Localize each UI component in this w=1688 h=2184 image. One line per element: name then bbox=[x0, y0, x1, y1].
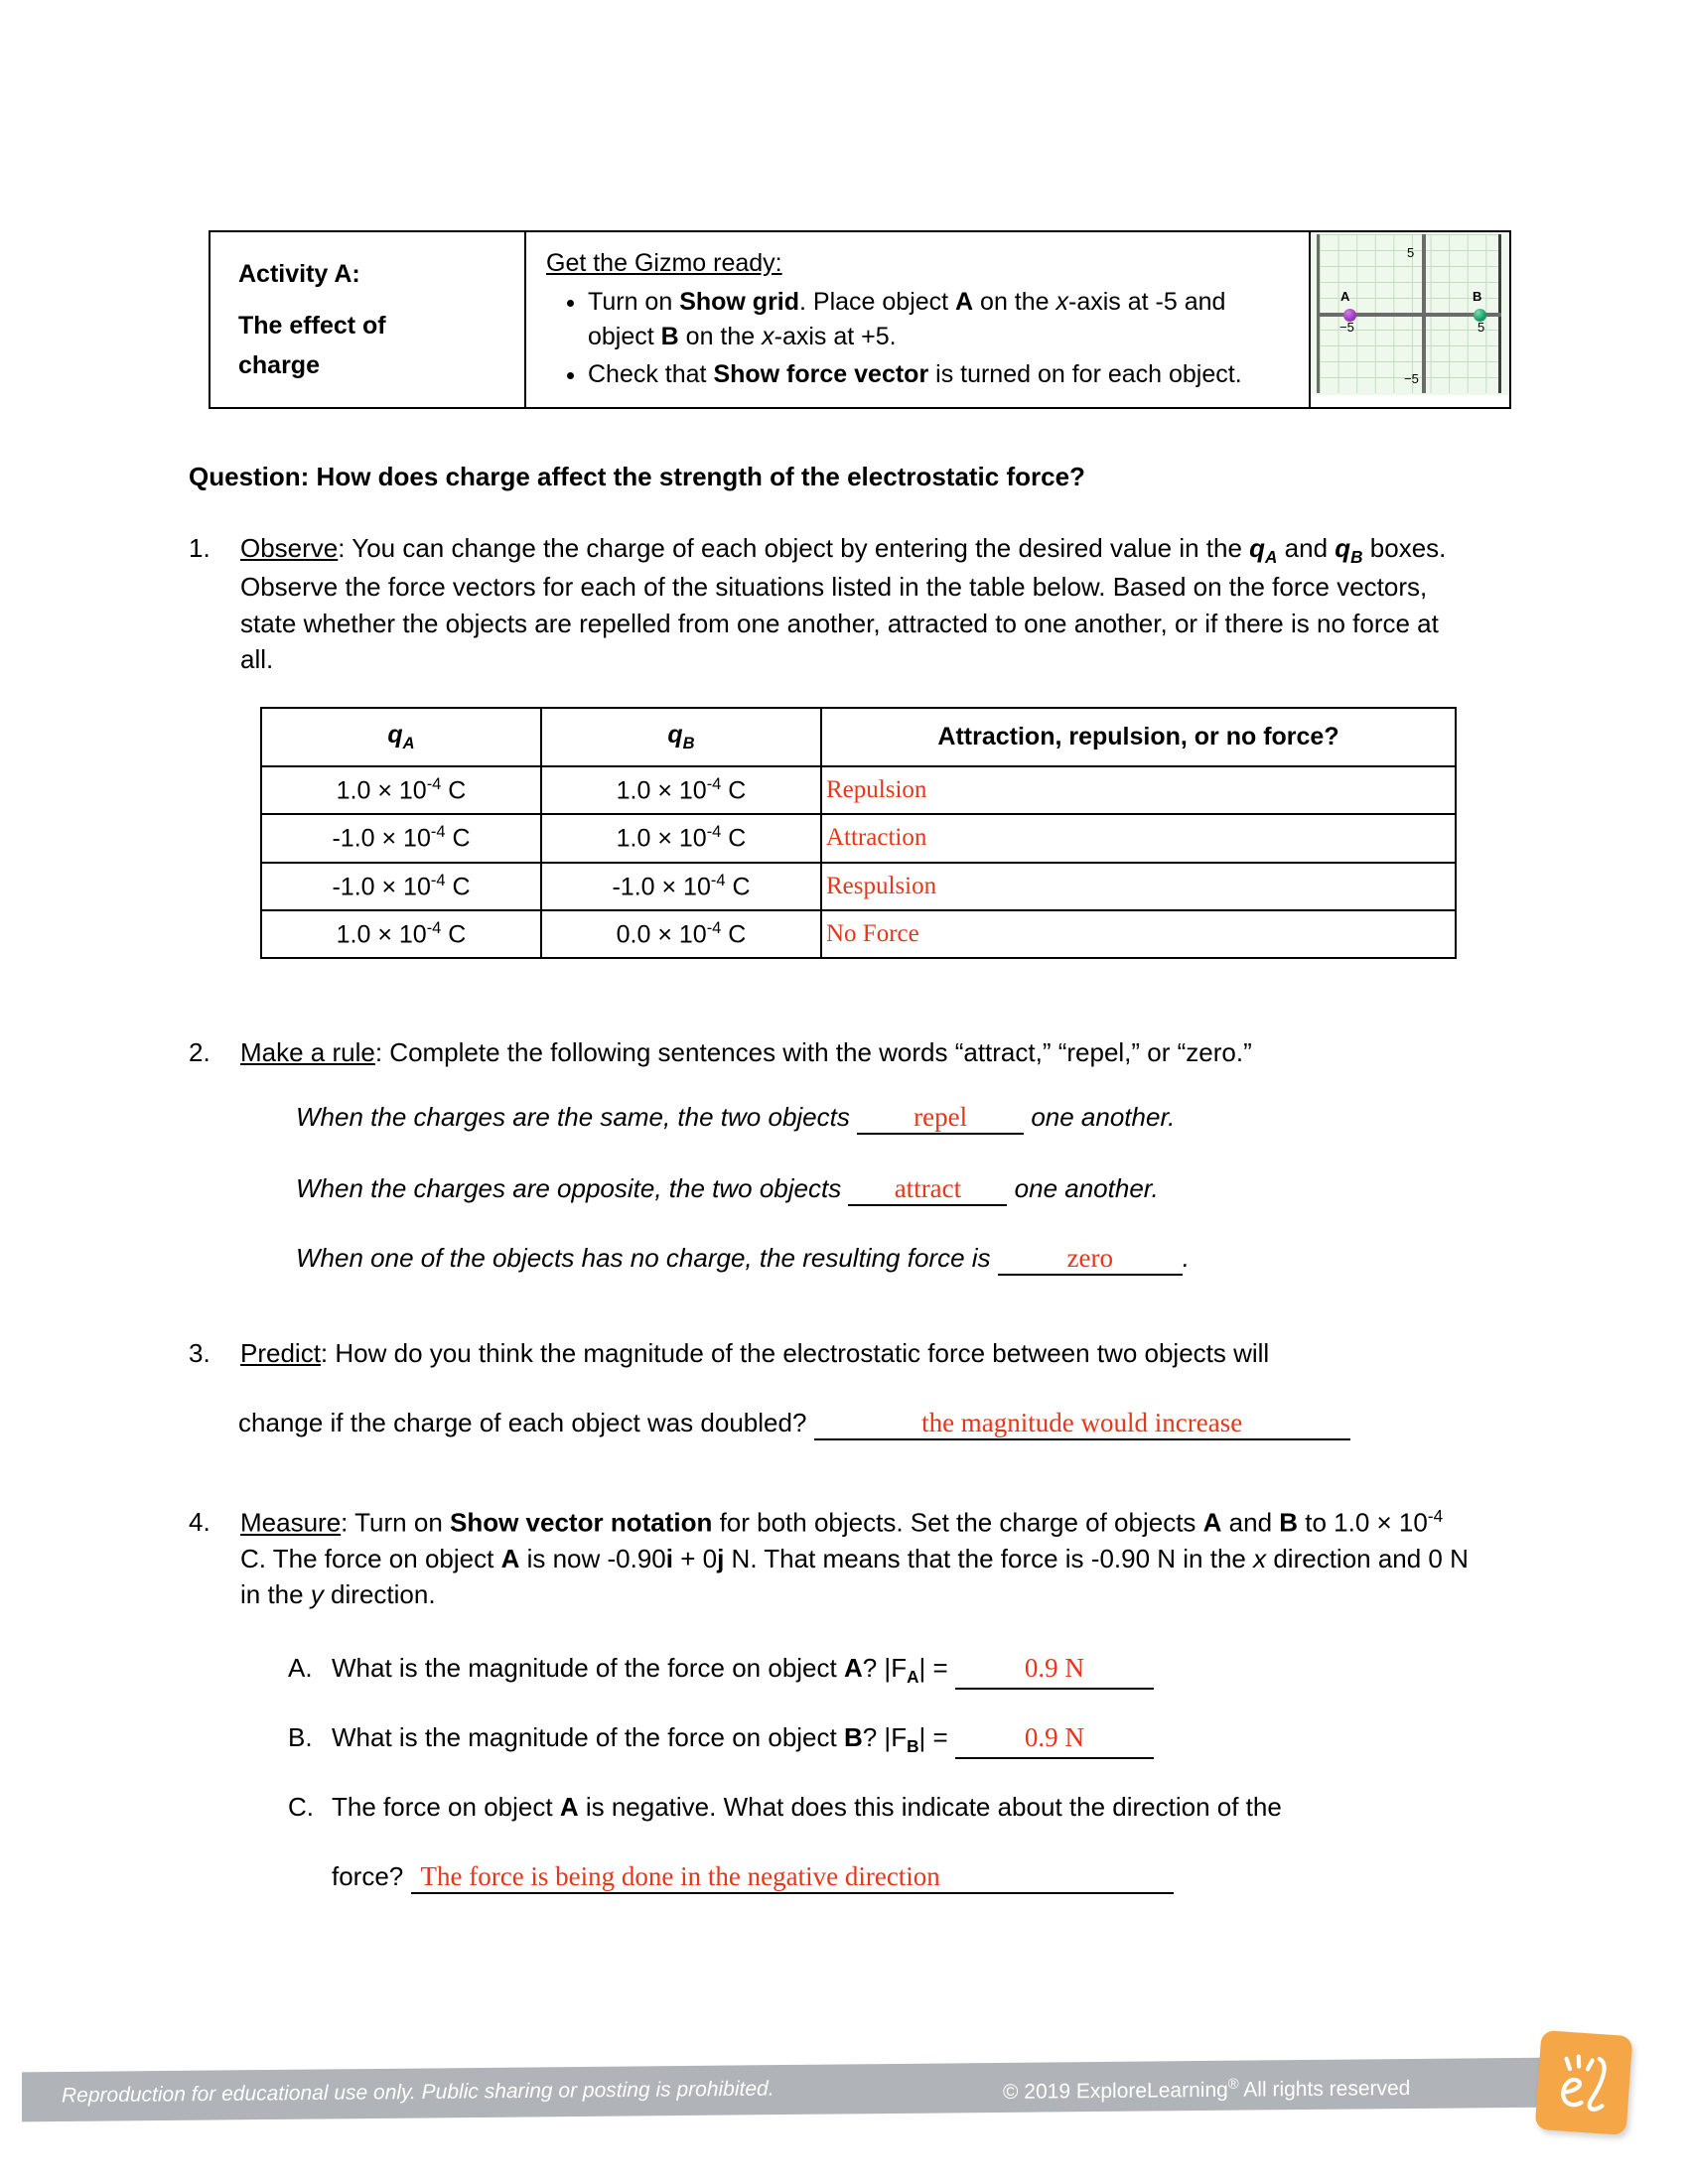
cell-qb-exponent: -4 bbox=[706, 823, 722, 842]
cell-qb-mantissa: 0.0 × 10 bbox=[616, 920, 707, 949]
cell-qb-mantissa: 1.0 × 10 bbox=[616, 776, 707, 805]
item-3-body bbox=[240, 1335, 1470, 1371]
column-header-qa-sub: A bbox=[402, 735, 415, 752]
cell-qa-exponent: -4 bbox=[430, 823, 446, 842]
unit-vector-j: j bbox=[717, 1544, 725, 1574]
force-a-answer[interactable]: 0.9 N bbox=[955, 1650, 1154, 1690]
y-direction-term: y bbox=[310, 1579, 324, 1610]
object-a-term: A bbox=[1202, 1507, 1222, 1538]
el-logo-glyph bbox=[1535, 2030, 1633, 2135]
variable-qa bbox=[1249, 533, 1278, 568]
table-row bbox=[261, 863, 1456, 910]
activity-instructions-cell bbox=[525, 231, 1310, 408]
table-header-row bbox=[261, 708, 1456, 766]
item-4-p9: direction and 0 N in the bbox=[240, 1544, 1469, 1610]
sub-item-a bbox=[288, 1650, 1470, 1690]
rule-sentence-1-after: one another. bbox=[1024, 1102, 1176, 1132]
footer-rights-text bbox=[1003, 2075, 1410, 2105]
cell-qb-unit: C bbox=[725, 872, 751, 900]
sub-item-a-eq: | = bbox=[918, 1653, 955, 1683]
item-1-body bbox=[240, 530, 1470, 677]
numbered-item-4 bbox=[189, 1504, 1470, 1613]
rule-answer-3[interactable]: zero bbox=[998, 1243, 1183, 1276]
column-header-qb-main: q bbox=[667, 721, 683, 749]
table-row bbox=[261, 814, 1456, 862]
cell-qb bbox=[541, 863, 821, 910]
sub-item-c-text-after: is negative. What does this indicate about the direction of the bbox=[578, 1792, 1282, 1822]
x-axis-tick-negative-5: −5 bbox=[1339, 320, 1354, 335]
footer-rights-post: All rights reserved bbox=[1238, 2077, 1411, 2102]
show-vector-notation-term: Show vector notation bbox=[450, 1507, 713, 1538]
variable-qb bbox=[1335, 533, 1363, 568]
cell-qa-mantissa: 1.0 × 10 bbox=[336, 776, 427, 805]
x-axis-tick-positive-5: 5 bbox=[1477, 320, 1485, 335]
rule-sentence-2-before: When the charges are opposite, the two objects bbox=[296, 1173, 849, 1203]
cell-qa bbox=[261, 910, 541, 958]
column-header-qb bbox=[541, 708, 821, 766]
gizmo-ready-heading: Get the Gizmo ready: bbox=[546, 249, 782, 277]
gizmo-preview-cell bbox=[1310, 231, 1510, 408]
sub-item-a-body bbox=[332, 1650, 1154, 1690]
cell-qa-mantissa: -1.0 × 10 bbox=[332, 872, 431, 900]
force-a-subscript: A bbox=[907, 1667, 919, 1688]
variable-qb-subscript: B bbox=[1350, 547, 1363, 568]
rule-sentence-1-before: When the charges are the same, the two objects bbox=[296, 1102, 858, 1132]
x-direction-term: x bbox=[1253, 1544, 1267, 1574]
activity-title-line1: Activity A: bbox=[238, 260, 360, 288]
cell-qb-exponent: -4 bbox=[706, 775, 722, 793]
column-header-qb-sub: B bbox=[682, 735, 695, 752]
item-4-p2: for both objects. Set the charge of objects bbox=[712, 1507, 1203, 1538]
cell-qa bbox=[261, 814, 541, 862]
item-4-number: 4. bbox=[189, 1507, 211, 1537]
item-3-answer[interactable]: the magnitude would increase bbox=[814, 1408, 1350, 1440]
activity-title-cell bbox=[210, 231, 525, 408]
item-4-p7: + 0 bbox=[672, 1544, 718, 1574]
item-1-text-part-1: : You can change the charge of each object by entering the desired value in the bbox=[338, 533, 1250, 563]
column-header-result: Attraction, repulsion, or no force? bbox=[821, 708, 1456, 766]
object-a-term: A bbox=[843, 1653, 863, 1683]
cell-qa-mantissa: 1.0 × 10 bbox=[336, 920, 427, 949]
cell-qa bbox=[261, 863, 541, 910]
cell-qb-unit: C bbox=[721, 824, 747, 853]
cell-result-answer[interactable]: Respulsion bbox=[821, 863, 1456, 910]
question-heading: Question: How does charge affect the strength of the electrostatic force? bbox=[189, 462, 1085, 491]
cell-result-answer[interactable]: Attraction bbox=[821, 814, 1456, 862]
object-a-term-2: A bbox=[500, 1544, 520, 1574]
object-a-term: A bbox=[559, 1792, 579, 1822]
cell-qb-exponent: -4 bbox=[710, 871, 726, 889]
sub-item-b-text: What is the magnitude of the force on object bbox=[332, 1722, 844, 1752]
variable-qa-subscript: A bbox=[1265, 547, 1278, 568]
object-b-term: B bbox=[660, 323, 679, 350]
sub-item-c-line2-before: force? bbox=[332, 1861, 411, 1891]
x-axis-term: x bbox=[1055, 287, 1069, 316]
charge-results-table bbox=[260, 707, 1457, 959]
sub-item-c-letter: C. bbox=[288, 1792, 314, 1822]
item-1-text-part-3: boxes. Observe the force vectors for each of the situations listed in the table below. Based on the force vectors, state whether the objects are repelled from one another, attracted to one another, or if there is no force at all. bbox=[240, 533, 1447, 674]
cell-qa bbox=[261, 766, 541, 814]
cell-qa-unit: C bbox=[445, 872, 471, 900]
object-b-term: B bbox=[1279, 1507, 1299, 1538]
sub-item-c-answer-line bbox=[332, 1861, 1174, 1894]
variable-qa-main: q bbox=[1249, 533, 1266, 563]
cell-qa-exponent: -4 bbox=[426, 775, 442, 793]
sub-item-c-answer[interactable]: The force is being done in the negative direction bbox=[411, 1861, 1174, 1894]
cell-qb-unit: C bbox=[721, 776, 747, 805]
cell-qa-exponent: -4 bbox=[430, 871, 446, 889]
cell-result-answer[interactable]: Repulsion bbox=[821, 766, 1456, 814]
item-4-p10: direction. bbox=[323, 1579, 436, 1610]
sub-item-a-text: What is the magnitude of the force on object bbox=[332, 1653, 844, 1683]
table-row bbox=[261, 766, 1456, 814]
item-4-exponent: -4 bbox=[1427, 1506, 1444, 1526]
force-b-subscript: B bbox=[907, 1736, 919, 1757]
rule-sentence-opposite-charges bbox=[296, 1173, 1159, 1206]
column-header-qa bbox=[261, 708, 541, 766]
list-item: • Turn on Show grid. Place object A on the x-axis at -5 and object B on the x-axis at +5. bbox=[588, 285, 1299, 355]
item-2-number: 2. bbox=[189, 1037, 211, 1067]
sub-item-b-body bbox=[332, 1719, 1154, 1759]
item-4-p6: is now -0.90 bbox=[519, 1544, 666, 1574]
variable-qb-main: q bbox=[1335, 533, 1351, 563]
y-axis-line bbox=[1422, 234, 1426, 393]
item-4-p5: C. The force on object bbox=[240, 1544, 501, 1574]
rule-sentence-2-after: one another. bbox=[1007, 1173, 1159, 1203]
item-3-label: Predict bbox=[240, 1338, 321, 1368]
explorelearning-logo-icon bbox=[1535, 2030, 1633, 2135]
item-1-number: 1. bbox=[189, 533, 211, 563]
sub-item-c-text-before: The force on object bbox=[332, 1792, 560, 1822]
column-header-qa-main: q bbox=[387, 721, 403, 749]
rule-answer-1[interactable]: repel bbox=[857, 1102, 1024, 1135]
item-2-body bbox=[240, 1034, 1470, 1070]
cell-qa-unit: C bbox=[445, 824, 471, 853]
gizmo-instruction-list bbox=[546, 285, 1299, 393]
cell-qb-mantissa: 1.0 × 10 bbox=[616, 824, 707, 853]
footer-rights-pre: © 2019 ExploreLearning bbox=[1003, 2078, 1228, 2104]
activity-title-line2: The effect of bbox=[238, 312, 386, 340]
item-4-p4: to 1.0 × 10 bbox=[1298, 1507, 1428, 1538]
x-axis-term-2: x bbox=[762, 323, 774, 350]
item-3-text: : How do you think the magnitude of the electrostatic force between two objects will bbox=[320, 1338, 1270, 1368]
item-3-answer-line bbox=[238, 1408, 1350, 1440]
rule-sentence-3-before: When one of the objects has no charge, the resulting force is bbox=[296, 1243, 998, 1273]
sub-item-b-letter: B. bbox=[288, 1722, 313, 1752]
force-b-answer[interactable]: 0.9 N bbox=[955, 1719, 1154, 1759]
cell-qa-mantissa: -1.0 × 10 bbox=[332, 824, 431, 853]
cell-result-answer[interactable]: No Force bbox=[821, 910, 1456, 958]
item-3-line2-before: change if the charge of each object was doubled? bbox=[238, 1408, 814, 1437]
footer-copyright-notice: Reproduction for educational use only. Public sharing or posting is prohibited. bbox=[62, 2077, 774, 2108]
rule-sentence-3-after: . bbox=[1182, 1243, 1190, 1273]
cell-qa-unit: C bbox=[441, 776, 467, 805]
cell-qb-unit: C bbox=[721, 920, 747, 949]
cell-qb bbox=[541, 814, 821, 862]
y-axis-tick-negative-5: −5 bbox=[1404, 371, 1419, 386]
item-4-p8: N. That means that the force is -0.90 N in the bbox=[724, 1544, 1254, 1574]
unit-vector-i: i bbox=[665, 1544, 673, 1574]
cell-qb-exponent: -4 bbox=[706, 918, 722, 937]
object-a-term: A bbox=[955, 287, 974, 316]
cell-qa-unit: C bbox=[441, 920, 467, 949]
object-a-label: A bbox=[1340, 289, 1350, 304]
activity-title-line3: charge bbox=[238, 351, 320, 379]
table-row bbox=[261, 910, 1456, 958]
numbered-item-1 bbox=[189, 530, 1470, 677]
numbered-item-2 bbox=[189, 1034, 1470, 1070]
item-4-body bbox=[240, 1504, 1470, 1613]
rule-answer-2[interactable]: attract bbox=[848, 1173, 1007, 1206]
list-item: • Check that Show force vector is turned on for each object. bbox=[588, 357, 1299, 393]
item-2-text: : Complete the following sentences with the words “attract,” “repel,” or “zero.” bbox=[374, 1037, 1252, 1067]
rule-sentence-no-charge bbox=[296, 1243, 1190, 1276]
object-b-label: B bbox=[1473, 289, 1482, 304]
item-4-p3: and bbox=[1221, 1507, 1280, 1538]
sub-item-b-q: ? |F bbox=[862, 1722, 908, 1752]
show-force-vector-term: Show force vector bbox=[713, 359, 929, 388]
gizmo-grid-graphic bbox=[1311, 232, 1509, 395]
charge-table-head bbox=[261, 708, 1456, 766]
item-2-label: Make a rule bbox=[240, 1037, 375, 1067]
activity-header-table bbox=[209, 230, 1511, 409]
sub-item-b bbox=[288, 1719, 1470, 1759]
numbered-item-3 bbox=[189, 1335, 1470, 1371]
cell-qb-mantissa: -1.0 × 10 bbox=[612, 872, 711, 900]
cell-qb bbox=[541, 910, 821, 958]
registered-trademark-icon: ® bbox=[1227, 2076, 1239, 2093]
item-1-label: Observe bbox=[240, 533, 339, 563]
sub-item-b-eq: | = bbox=[918, 1722, 955, 1752]
sub-item-a-letter: A. bbox=[288, 1653, 313, 1683]
activity-header-row bbox=[210, 231, 1510, 408]
cell-qa-exponent: -4 bbox=[426, 918, 442, 937]
y-axis-tick-positive-5: 5 bbox=[1407, 245, 1415, 260]
item-4-p1: : Turn on bbox=[341, 1507, 450, 1538]
item-4-label: Measure bbox=[240, 1507, 342, 1538]
sub-item-c bbox=[288, 1789, 1470, 1825]
sub-item-a-q: ? |F bbox=[862, 1653, 908, 1683]
sub-item-c-body bbox=[332, 1789, 1282, 1825]
item-1-text-part-2: and bbox=[1277, 533, 1336, 563]
charge-table-body bbox=[261, 766, 1456, 958]
activity-title-spacer bbox=[238, 294, 524, 306]
cell-qb bbox=[541, 766, 821, 814]
rule-sentence-same-charges bbox=[296, 1102, 1175, 1135]
object-b-term: B bbox=[843, 1722, 863, 1752]
show-grid-term: Show grid bbox=[679, 287, 800, 316]
item-3-number: 3. bbox=[189, 1338, 211, 1368]
